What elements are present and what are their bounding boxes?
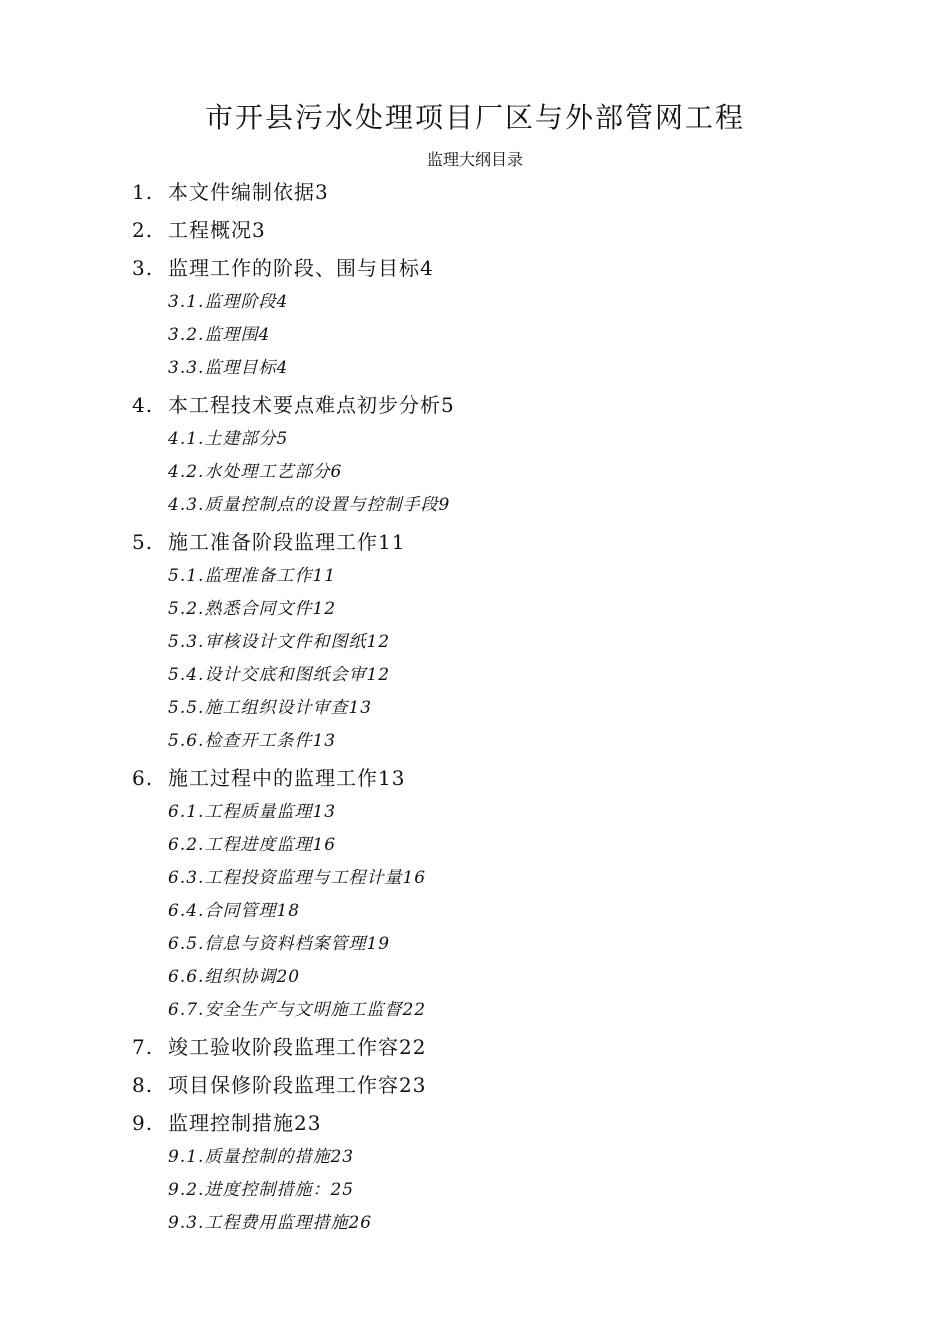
toc-subsection-entry: 6.5.信息与资料档案管理19	[168, 934, 391, 954]
toc-section-title: 工程概况3	[168, 218, 266, 242]
document-title: 市开县污水处理项目厂区与外部管网工程	[204, 101, 745, 134]
toc-subsection-entry: 3.2.监理围4	[168, 325, 271, 345]
toc-section-entry	[132, 254, 832, 282]
toc-subsection-entry: 6.6.组织协调20	[168, 967, 301, 987]
toc-section-entry	[132, 1109, 832, 1137]
toc-subsection-entry: 6.7.安全生产与文明施工监督22	[168, 1000, 427, 1020]
toc-subsection-entry: 6.4.合同管理18	[168, 901, 301, 921]
toc-section-entry	[132, 391, 832, 419]
toc-section-title: 监理工作的阶段、围与目标4	[168, 256, 434, 280]
toc-section-number: 6.	[132, 766, 154, 790]
toc-section-number: 8.	[132, 1073, 154, 1097]
toc-subsection-entry: 3.1.监理阶段4	[168, 292, 289, 312]
toc-subsection-entry: 5.3.审核设计文件和图纸12	[168, 632, 391, 652]
toc-section-title: 项目保修阶段监理工作容23	[168, 1073, 427, 1097]
toc-section-number: 4.	[132, 393, 154, 417]
toc-section-title: 施工准备阶段监理工作11	[168, 530, 406, 554]
toc-section-entry	[132, 528, 832, 556]
toc-subsection-entry: 3.3.监理目标4	[168, 358, 289, 378]
toc-section-title: 监理控制措施23	[168, 1111, 322, 1135]
toc-subsection-entry: 9.3.工程费用监理措施26	[168, 1213, 373, 1233]
toc-section-entry	[132, 764, 832, 792]
toc-section-number: 7.	[132, 1035, 154, 1059]
document-subtitle: 监理大纲目录	[426, 150, 523, 169]
toc-section-title: 竣工验收阶段监理工作容22	[168, 1035, 427, 1059]
toc-subsection-entry: 4.1.土建部分5	[168, 429, 289, 449]
toc-subsection-entry: 5.1.监理准备工作11	[168, 566, 337, 586]
toc-section-number: 3.	[132, 256, 154, 280]
toc-subsection-entry: 5.5.施工组织设计审查13	[168, 698, 373, 718]
toc-section-title: 本文件编制依据3	[168, 180, 329, 204]
toc-subsection-entry: 6.2.工程进度监理16	[168, 835, 337, 855]
toc-subsection-entry: 5.2.熟悉合同文件12	[168, 599, 337, 619]
toc-subsection-entry: 6.3.工程投资监理与工程计量16	[168, 868, 427, 888]
toc-section-number: 1.	[132, 180, 154, 204]
toc-subsection-entry: 5.4.设计交底和图纸会审12	[168, 665, 391, 685]
toc-section-entry	[132, 1071, 832, 1099]
toc-subsection-entry: 6.1.工程质量监理13	[168, 802, 337, 822]
toc-section-title: 本工程技术要点难点初步分析5	[168, 393, 455, 417]
toc-subsection-entry: 5.6.检查开工条件13	[168, 731, 337, 751]
toc-subsection-entry: 9.1.质量控制的措施23	[168, 1147, 355, 1167]
toc-section-title: 施工过程中的监理工作13	[168, 766, 406, 790]
toc-section-entry	[132, 178, 832, 206]
toc-section-number: 9.	[132, 1111, 154, 1135]
toc-subsection-entry: 4.3.质量控制点的设置与控制手段9	[168, 495, 451, 515]
toc-subsection-entry: 4.2.水处理工艺部分6	[168, 462, 343, 482]
toc-section-entry	[132, 216, 832, 244]
toc-section-entry	[132, 1033, 832, 1061]
toc-section-number: 2.	[132, 218, 154, 242]
toc-subsection-entry: 9.2.进度控制措施：25	[168, 1180, 355, 1200]
toc-section-number: 5.	[132, 530, 154, 554]
